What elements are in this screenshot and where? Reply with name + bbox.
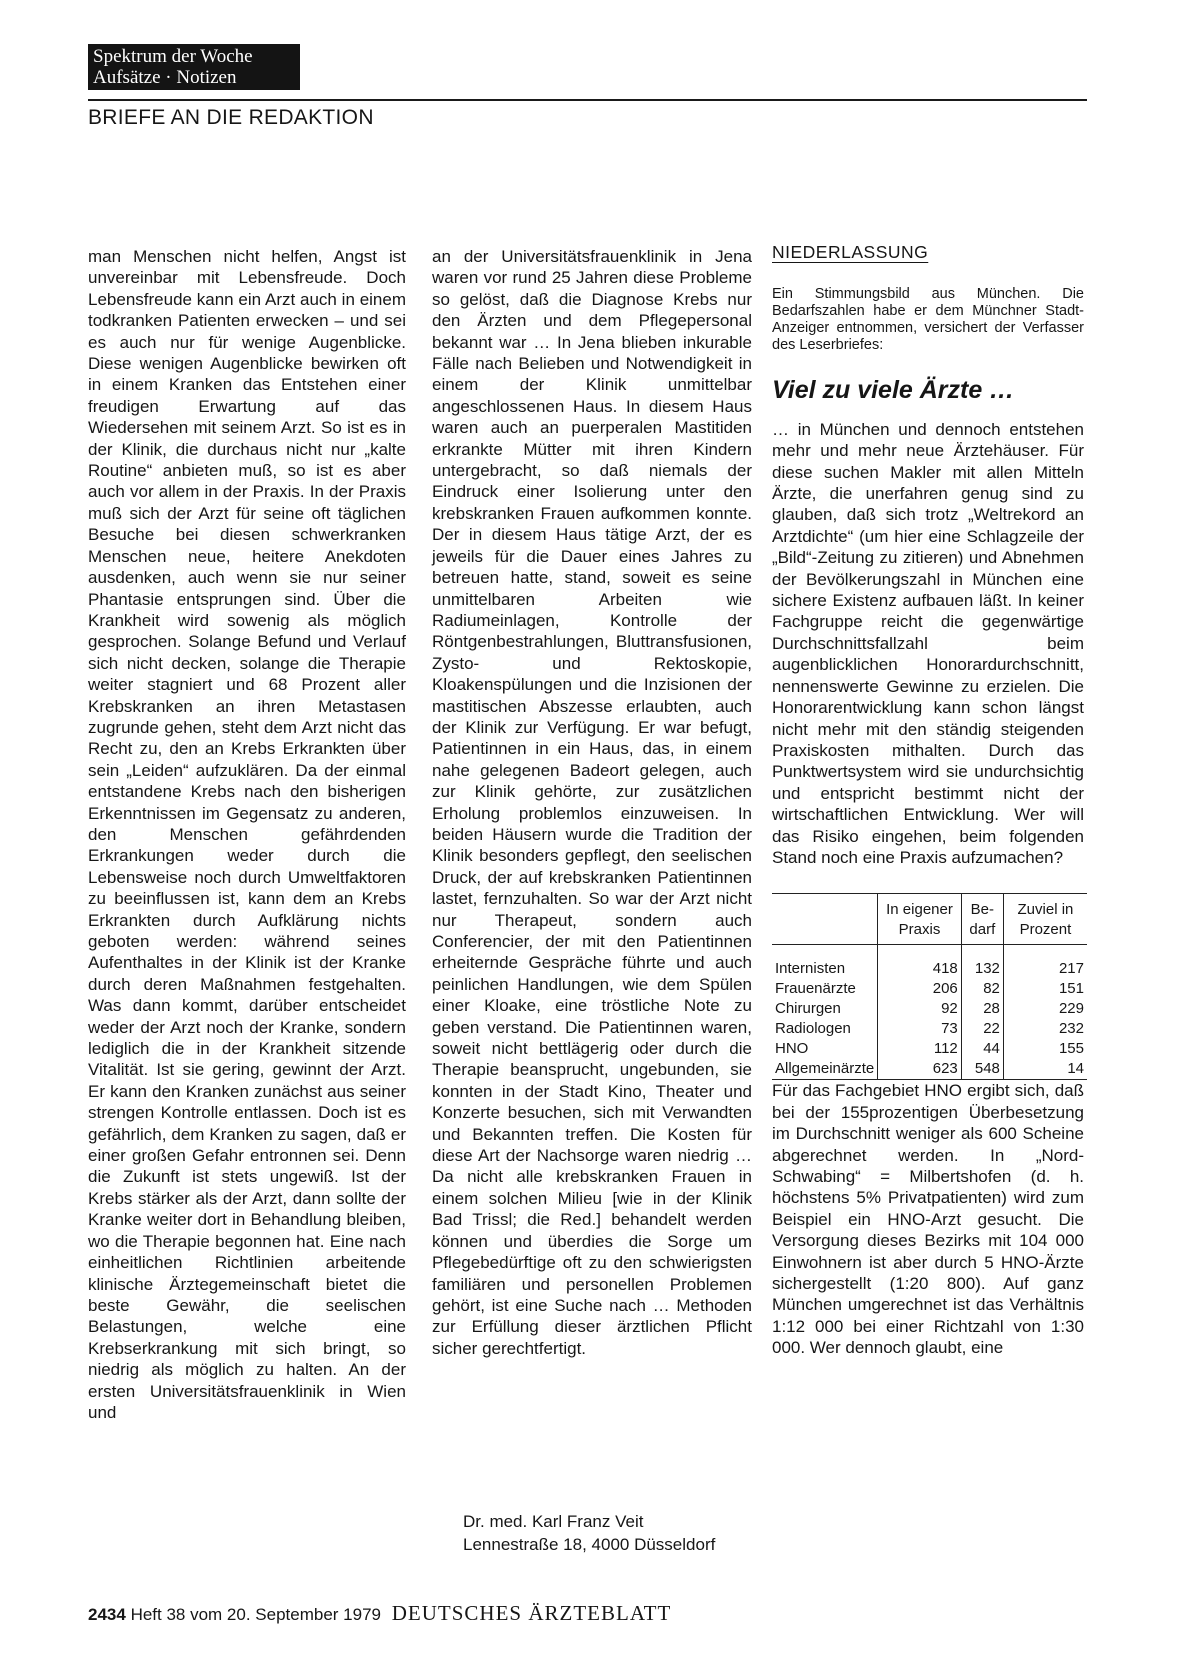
table-cell: HNO bbox=[775, 1040, 809, 1058]
column-1 bbox=[88, 246, 406, 1423]
table-cell: 418 bbox=[878, 959, 962, 979]
table-cell: 155 bbox=[1003, 1039, 1087, 1059]
table-header-cell: Zuviel in Prozent bbox=[1003, 894, 1087, 945]
table-cell: 548 bbox=[961, 1059, 1003, 1080]
table-cell: 112 bbox=[878, 1039, 962, 1059]
rubric-title: BRIEFE AN DIE REDAKTION bbox=[88, 106, 374, 129]
signoff-name: Dr. med. Karl Franz Veit bbox=[463, 1512, 644, 1531]
page-number: 2434 bbox=[88, 1605, 126, 1624]
journal-name: DEUTSCHES ÄRZTEBLATT bbox=[391, 1601, 672, 1625]
table-cell: 151 bbox=[1003, 979, 1087, 999]
table-cell: Radiologen bbox=[775, 1020, 851, 1038]
table-cell: 44 bbox=[961, 1039, 1003, 1059]
table-cell: 82 bbox=[961, 979, 1003, 999]
table-cell: Allgemeinärzte bbox=[772, 1059, 878, 1080]
doctor-table bbox=[772, 893, 1087, 1080]
table-header-cell bbox=[772, 894, 878, 945]
table-cell: 623 bbox=[878, 1059, 962, 1080]
headline: Viel zu viele Ärzte … bbox=[772, 376, 1015, 405]
table-row bbox=[772, 999, 1087, 1019]
table-cell: 132 bbox=[961, 959, 1003, 979]
column-3-body: … in München und dennoch entstehen mehr und mehr neue Ärztehäuser. Für diese suchen Makler mit allen Mitteln Ärzte, die unerfahren genug sind zu glauben, daß sich trotz „Weltrekord an Arztdichte“ (um hier eine Schlagzeile der „Bild“-Zeitung zu zitieren) und Abnehmen der Bevölkerungszahl in München eine sichere Existenz aufbauen läßt. In keiner Fachgruppe reicht die gegenwärtige Durchschnittsfallzahl beim augenblicklichen Honorardurchschnitt, nennenswerte Gewinne zu erzielen. Die Honorarentwicklung kann schon längst nicht mehr mit den ständig steigenden Praxiskosten mithalten. Durch das Punktwertsystem wird sie undurchsichtig und entspricht bestimmt nicht der wirtschaftlichen Entwicklung. Wer will das Risiko eingehen, beim folgenden Stand noch eine Praxis aufzumachen? bbox=[772, 419, 1084, 867]
table-row bbox=[772, 959, 1087, 979]
column-3-after-table: Für das Fachgebiet HNO ergibt sich, daß bei der 155prozentigen Überbesetzung im Durchschnitt weniger als 600 Scheine abgerechnet werden. In „Nord-Schwabing“ = Milbertshofen (d. h. höchstens 5% Privatpatienten) wird zum Beispiel ein HNO-Arzt gesucht. Die Versorgung dieses Bezirks mit 104 000 Einwohnern ist aber durch 5 HNO-Ärzte sichergestellt (1:20 800). Auf ganz München umgerechnet ist das Verhältnis 1:12 000 bei einer Richtzahl von 1:30 000. Wer dennoch glaubt, eine bbox=[772, 1081, 1084, 1358]
table-cell: Internisten bbox=[775, 960, 846, 978]
table-cell: 229 bbox=[1003, 999, 1087, 1019]
column-3 bbox=[772, 242, 1084, 1359]
table-cell: 14 bbox=[1003, 1059, 1087, 1080]
section-box bbox=[88, 44, 300, 90]
table-header-cell: In eigener Praxis bbox=[878, 894, 962, 945]
table-cell: 232 bbox=[1003, 1019, 1087, 1039]
section-line-2: Aufsätze · Notizen bbox=[93, 67, 237, 88]
table-row bbox=[772, 1039, 1087, 1059]
table-cell: 28 bbox=[961, 999, 1003, 1019]
signoff bbox=[463, 1510, 715, 1556]
table-cell: 22 bbox=[961, 1019, 1003, 1039]
table-cell: 73 bbox=[878, 1019, 962, 1039]
column-2 bbox=[432, 246, 752, 1359]
table-cell: 92 bbox=[878, 999, 962, 1019]
table-header-cell: Be-darf bbox=[961, 894, 1003, 945]
top-rule bbox=[88, 99, 1087, 101]
table-cell: 206 bbox=[878, 979, 962, 999]
column-1-text: man Menschen nicht helfen, Angst ist unvereinbar mit Lebensfreude. Doch Lebensfreude kann ein Arzt auch in einem todkranken Patienten erwecken – und sei es auch nur für wenige Augenblicke. Diese wenigen Augenblicke bewirken oft in einem Kranken das Entstehen einer freudigen Erwartung auf das Wiedersehen mit seinem Arzt. So ist es in der Klinik, die durchaus nicht nur „kalte Routine“ anbieten muß, so ist es aber auch vor allem in der Praxis. In der Praxis muß sich der Arzt für seine oft täglichen Besuche bei diesen schwerkranken Menschen neue, heitere Anekdoten ausdenken, auch wenn sie nur seiner Phantasie entsprungen sind. Über die Krankheit wird sowenig als möglich gesprochen. Solange Befund und Verlauf sich nicht decken, solange die Therapie weiter stagniert und 68 Prozent aller Krebskranken an ihren Metastasen zugrunde gehen, steht dem Arzt nicht das Recht zu, den an Krebs Erkrankten über sein „Leiden“ aufzuklären. Da der einmal entstandene Krebs nach den bisherigen Erkenntnissen im Gegensatz zu anderen, den Menschen gefährdenden Erkrankungen weder durch die Lebensweise noch durch Umweltfaktoren zu beeinflussen ist, kann dem an Krebs Erkrankten durch Aufklärung nichts geboten werden: während seines Aufenthaltes in der Klinik ist der Kranke durch deren Maßnahmen festgehalten. Was dann kommt, darüber entscheidet weder der Arzt noch der Kranke, sondern lediglich die in der Krankheit sitzende Vitalität. Ist sie gering, gewinnt der Arzt. Er kann den Kranken zunächst aus seiner strengen Kontrolle entlassen. Doch ist es gefährlich, dem Kranken zu sagen, daß er einer großen Gefahr entronnen sei. Denn die Zukunft ist stets ungewiß. Ist der Krebs stärker als der Arzt, dann sollte der Kranke weiter dort in Behandlung bleiben, wo die Therapie begonnen hat. Eine nach einheitlichen Richtlinien arbeitende klinische Ärztegemeinschaft bietet die beste Gewähr, die seelischen Belastungen, welche eine Krebserkrankung mit sich bringt, so niedrig als möglich zu halten. An der ersten Universitätsfrauenklinik in Wien und bbox=[88, 247, 406, 1422]
intro-text: Ein Stimmungsbild aus München. Die Bedarfszahlen habe er dem Münchner Stadt-Anzeiger entnommen, versichert der Verfasser des Leserbriefes: bbox=[772, 286, 1084, 354]
section-line-1: Spektrum der Woche bbox=[93, 46, 253, 67]
table-header-row bbox=[772, 894, 1087, 945]
signoff-address: Lennestraße 18, 4000 Düsseldorf bbox=[463, 1535, 716, 1554]
kicker: NIEDERLASSUNG bbox=[772, 242, 929, 262]
table-cell: Frauenärzte bbox=[775, 980, 856, 998]
table-row bbox=[772, 1019, 1087, 1039]
page-footer bbox=[88, 1601, 671, 1626]
table-row bbox=[772, 979, 1087, 999]
table-row bbox=[772, 1059, 1087, 1080]
issue-info: Heft 38 vom 20. September 1979 bbox=[130, 1605, 381, 1624]
table-cell: Chirurgen bbox=[775, 1000, 841, 1018]
table-cell: 217 bbox=[1003, 959, 1087, 979]
column-2-text: an der Universitätsfrauenklinik in Jena waren vor rund 25 Jahren diese Probleme so gelöst, daß die Diagnose Krebs nur den Ärzten und dem Pflegepersonal bekannt war … In Jena blieben inkurable Fälle nach Belieben und Notwendigkeit in einem der Klinik unmittelbar angeschlossenen Haus. In diesem Haus waren auch an puerperalen Mastitiden erkrankte Mütter mit ihren Kindern untergebracht, so daß niemals der Eindruck einer Isolierung unter den krebskranken Frauen aufkommen konnte. Der in diesem Haus tätige Arzt, der es jeweils für die Dauer eines Jahres zu betreuen hatte, stand, soweit es seine unmittelbaren Arbeiten wie Radiumeinlagen, Kontrolle der Röntgenbestrahlungen, Bluttransfusionen, Zysto- und Rektoskopie, Kloakenspülungen und die Inzisionen der mastitischen Abszesse erlaubten, auch der Klinik zur Verfügung. Er war befugt, Patientinnen in ein Haus, das, in einem nahe gelegenen Badeort gelegen, auch zur Klinik gehörte, zur zusätzlichen Erholung problemlos einzuweisen. In beiden Häusern wurde die Tradition der Klinik besonders gepflegt, den seelischen Druck, der auf krebskranken Patientinnen lastet, fernzuhalten. So war der Arzt nicht nur Therapeut, sondern auch Conferencier, der mit den Patientinnen erheiternde Gespräche führte und auch peinlichen Handlungen, wie dem Spülen einer Kloake, eine tröstliche Note zu geben verstand. Die Patientinnen waren, soweit nicht bettlägerig oder durch die Therapie beansprucht, ungebunden, sie konnten in der Stadt Kino, Theater und Konzerte besuchen, sich mit Verwandten und Bekannten treffen. Die Kosten für diese Art der Nachsorge waren niedrig … Da nicht alle krebskranken Frauen in einem solchen Milieu [wie in der Klinik Bad Trissl; die Red.] behandelt werden können und überdies die Sorge um Pflegebedürftige oft zu den schwierigsten familiären und personellen Problemen gehört, ist eine Suche nach … Methoden zur Erfüllung dieser ärztlichen Pflicht sicher gerechtfertigt. bbox=[432, 247, 752, 1358]
